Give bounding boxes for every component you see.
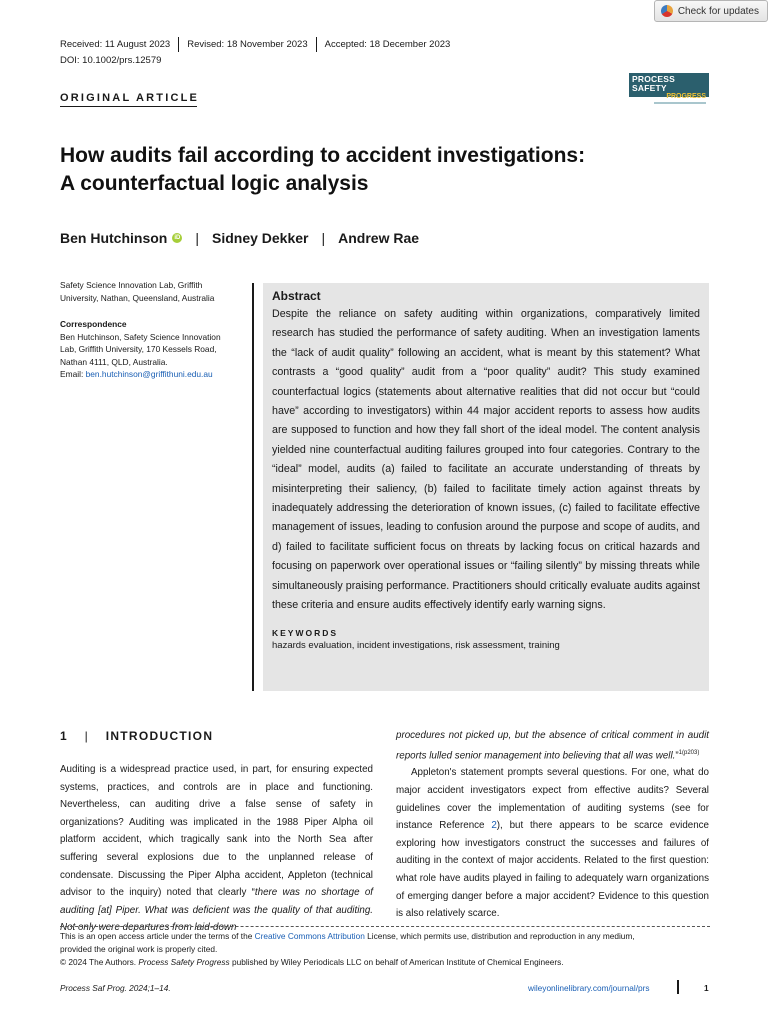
license-text: This is an open access article under the terms of the: [60, 931, 255, 941]
author-hutchinson[interactable]: Ben Hutchinson: [60, 230, 168, 246]
article-type: ORIGINAL ARTICLE: [60, 92, 200, 104]
citation-footer: Process Saf Prog. 2024;1–14.: [60, 983, 171, 993]
article-type-underline: [60, 106, 197, 107]
quote-text: there was no shortage of auditing [at] Piper. What was deficient was the quality of that auditing. Not only were departures from laid-down: [60, 887, 373, 934]
journal-logo-line1: PROCESS SAFETY: [632, 74, 675, 93]
copyright-line: [60, 956, 710, 969]
body-left-column: [60, 761, 373, 937]
author-separator: |: [195, 230, 199, 246]
paragraph-text: ), but there appears to be scarce evidence exploring how investigators construct the successes and failures of auditing in the context of major accidents. Related to the first question: what role have audits played in failing to adequately warn organizations of emerging danger before a major accident? Evidence to this question is also relatively scarce.: [396, 820, 710, 920]
body-right-column: [396, 727, 709, 923]
article-title: [60, 142, 700, 198]
author-separator: |: [321, 230, 326, 246]
license-notice: [60, 930, 710, 969]
keywords-heading: KEYWORDS: [272, 627, 339, 638]
author-rae[interactable]: Andrew Rae: [338, 230, 420, 246]
reference-link[interactable]: 2: [491, 820, 497, 832]
paragraph: [396, 727, 709, 764]
license-line-2: provided the original work is properly cited.: [60, 944, 218, 954]
journal-logo: [629, 73, 709, 100]
journal-name: Process Safety Progress: [138, 957, 230, 967]
section-number: 1: [60, 729, 68, 743]
check-for-updates-button[interactable]: [654, 0, 768, 22]
correspondence-email-row: [60, 368, 242, 381]
correspondence-line-2: Lab, Griffith University, 170 Kessels Road,: [60, 344, 217, 355]
page-number: 1: [704, 983, 709, 993]
copyright-text: © 2024 The Authors.: [60, 957, 139, 967]
journal-logo-line2: PROGRESS: [666, 93, 706, 100]
doi[interactable]: DOI: 10.1002/prs.12579: [60, 55, 162, 66]
abstract-heading: Abstract: [272, 289, 321, 303]
revised-date: Revised: 18 November 2023: [187, 39, 308, 50]
affiliation: [60, 279, 242, 304]
date-divider: [316, 37, 317, 52]
article-dates: [60, 37, 450, 52]
license-text: License, which permits use, distribution and reproduction in any medium,: [364, 931, 635, 941]
title-line-2: A counterfactual logic analysis: [60, 172, 369, 195]
email-link[interactable]: ben.hutchinson@griffithuni.edu.au: [85, 369, 213, 380]
abstract-text: Despite the reliance on safety auditing within organizations, comparatively limited research has studied the performance of safety auditing. When an investigation laments the “lack of audit quality” following an accident, what is meant by this statement? What contrasts a “good quality” audit from a “poor quality” audit? This study examined counterfactual logics (statements about alternative realities that did not occur but “could have” according to investigators) within 44 major accident reports to assess how audits are supposed to function and how they fall short of the ideal model. The content analysis yielded nine counterfactual auditing failures grouped into four categories. Contrary to the “ideal” model, audits (a) failed to facilitate an accurate understanding of threats by misinterpreting their saliency, (b) failed to facilitate timely action against threats by inadequately addressing the deterioration of known issues, (c) failed to facilitate effective management of issues, leading to confusion around the purpose and scope of audits, and d) failed to facilitate sufficient focus on threats by lacking focus on critical hazards and focusing on paperwork over operational issues or “failing silently” by missing threats while simultaneously praising performance. Practitioners should critically evaluate audits against these criteria and ensure audits effectively identify early warning signs.: [272, 308, 700, 612]
cc-license-link[interactable]: Creative Commons Attribution: [254, 931, 365, 941]
paragraph: [60, 761, 373, 937]
accepted-date: Accepted: 18 December 2023: [324, 39, 451, 50]
section-title: INTRODUCTION: [105, 729, 214, 743]
paragraph-text: Appleton's statement prompts several questions. For one, what do major accident investigators expect from effective audits? Several guidelines cover the implementation of auditing systems (see for instance Reference: [396, 767, 709, 832]
orcid-icon[interactable]: iD: [174, 235, 181, 241]
correspondence: [60, 318, 242, 381]
copyright-text: published by Wiley Periodicals LLC on behalf of American Institute of Chemical Engineers.: [229, 957, 564, 967]
date-divider: [178, 37, 179, 52]
crossmark-icon: [661, 5, 673, 17]
affiliation-line-1: Safety Science Innovation Lab, Griffith: [60, 280, 203, 290]
check-for-updates-label: Check for updates: [677, 5, 759, 17]
section-separator: |: [84, 729, 90, 743]
footer-divider: [60, 926, 710, 927]
journal-logo-stripe: [654, 102, 706, 104]
citation-ref[interactable]: 1(p203): [678, 749, 700, 756]
email-label: Email:: [60, 369, 86, 380]
footer-bar: [677, 980, 679, 994]
journal-url-link[interactable]: wileyonlinelibrary.com/journal/prs: [528, 983, 650, 993]
correspondence-label: Correspondence: [60, 319, 127, 329]
paragraph: [396, 764, 709, 922]
correspondence-line-3: Nathan 4111, QLD, Australia.: [60, 356, 168, 367]
quote-text: procedures not picked up, but the absence of critical comment in audit reports lulled senior management into believing that all was well.: [396, 730, 709, 761]
abstract-box: [263, 283, 709, 691]
affiliation-line-2: University, Nathan, Queensland, Australia: [60, 292, 215, 303]
quote-close: ”: [675, 749, 679, 761]
author-dekker[interactable]: Sidney Dekker: [211, 230, 309, 246]
abstract-divider: [252, 283, 254, 691]
title-line-1: How audits fail according to accident investigations:: [60, 144, 586, 167]
author-list: [60, 230, 419, 246]
received-date: Received: 11 August 2023: [60, 39, 171, 50]
section-heading: [60, 729, 213, 743]
license-line-1: [60, 930, 710, 943]
keywords-text: hazards evaluation, incident investigations, risk assessment, training: [272, 639, 560, 651]
paragraph-text: Auditing is a widespread practice used, in part, for ensuring expected systems, practices, and controls are in place and functioning. Nevertheless, can auditing drive a false sense of safety in organizations? Auditing was implicated in the 1988 Piper Alpha oil platform accident, which tragically sank into the North Sea after suffering several explosions due to the unplanned release of condensate. Discussing the Piper Alpha accident, Appleton (technical advisor to the inquiry) noted that clearly “: [60, 764, 373, 899]
correspondence-line-1: Ben Hutchinson, Safety Science Innovation: [60, 331, 221, 342]
